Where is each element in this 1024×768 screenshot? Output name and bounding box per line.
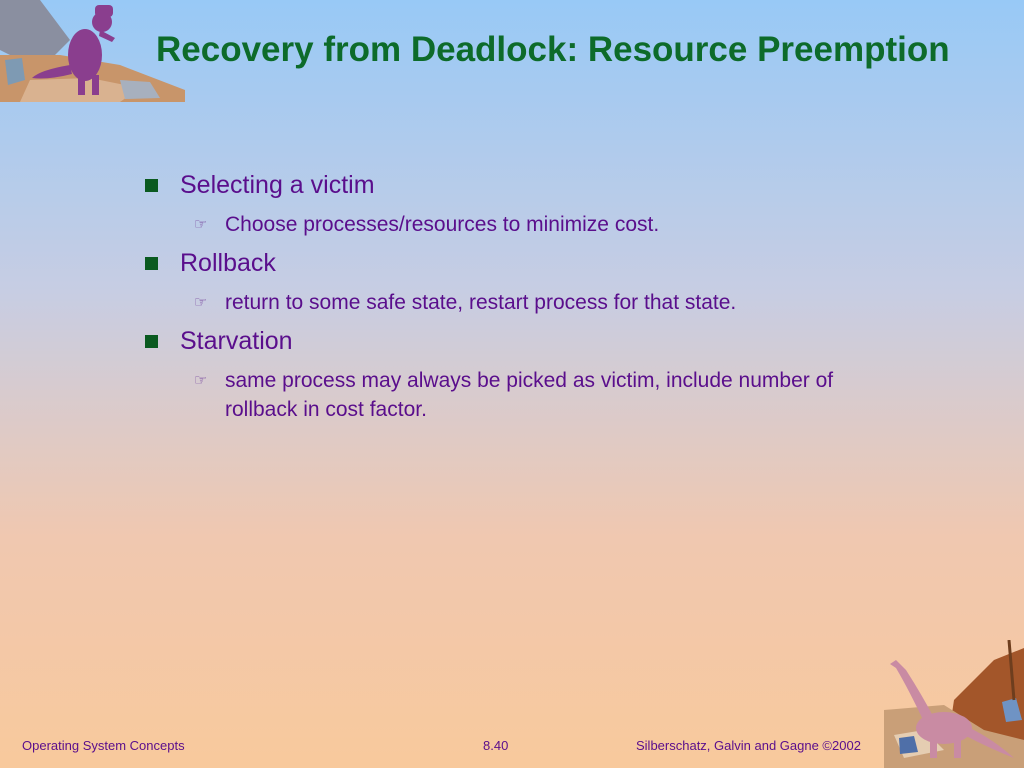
slide-title: Recovery from Deadlock: Resource Preemption: [156, 30, 950, 69]
sub-bullet-text: Choose processes/resources to minimize cost.: [225, 213, 660, 236]
square-bullet: [145, 335, 158, 348]
footer-copyright: Silberschatz, Galvin and Gagne ©2002: [636, 738, 861, 753]
footer-course-title: Operating System Concepts: [22, 738, 185, 753]
pointing-hand-icon: ☞: [194, 293, 208, 311]
bullet-text: Rollback: [180, 249, 276, 277]
pointing-hand-icon: ☞: [194, 371, 208, 389]
bullet-text: Selecting a victim: [180, 171, 375, 199]
brontosaurus-dinosaur-illustration: [884, 640, 1024, 768]
footer-slide-number: 8.40: [483, 738, 509, 753]
sub-bullet-text: return to some safe state, restart process for that state.: [225, 291, 737, 314]
pointing-hand-icon: ☞: [194, 215, 208, 233]
bullet-text: Starvation: [180, 327, 293, 355]
square-bullet: [145, 257, 158, 270]
square-bullet: [145, 179, 158, 192]
sub-bullet-text: same process may always be picked as victim, include number of rollback in cost factor.: [225, 369, 834, 421]
